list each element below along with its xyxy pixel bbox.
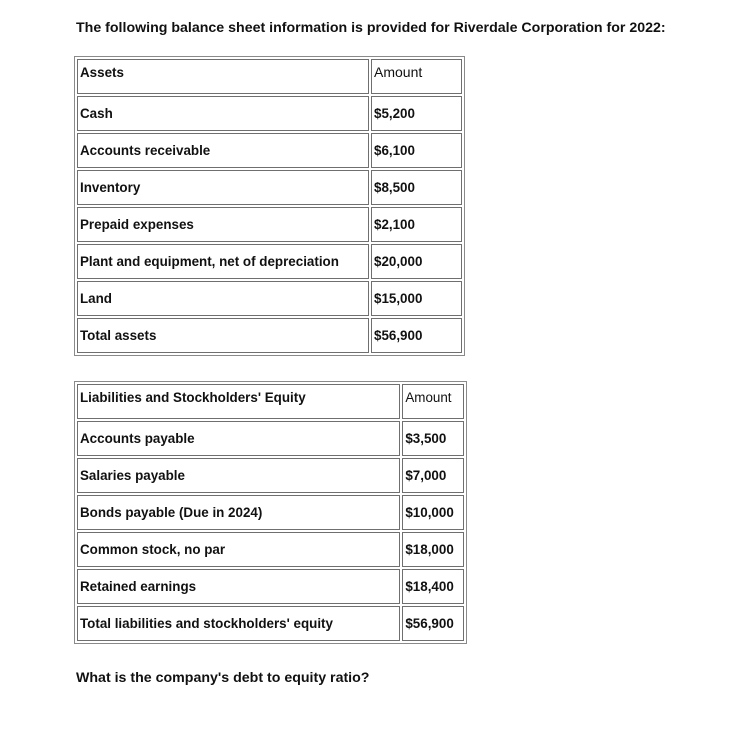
assets-header-label: Assets — [77, 59, 369, 94]
assets-header-row — [77, 59, 462, 94]
table-row — [77, 495, 464, 530]
asset-label: Plant and equipment, net of depreciation — [77, 244, 369, 279]
liabilities-header-amount: Amount — [402, 384, 464, 419]
liabilities-header-label: Liabilities and Stockholders' Equity — [77, 384, 400, 419]
liability-amount: $18,000 — [402, 532, 464, 567]
total-liabilities-equity-row — [77, 606, 464, 641]
liability-amount: $3,500 — [402, 421, 464, 456]
asset-amount: $2,100 — [371, 207, 462, 242]
table-row — [77, 569, 464, 604]
table-row — [77, 244, 462, 279]
liabilities-header-row — [77, 384, 464, 419]
assets-table — [74, 56, 465, 356]
asset-amount: $56,900 — [371, 318, 462, 353]
liability-amount: $18,400 — [402, 569, 464, 604]
asset-amount: $6,100 — [371, 133, 462, 168]
table-row — [77, 281, 462, 316]
asset-amount: $15,000 — [371, 281, 462, 316]
intro-text: The following balance sheet information is provided for Riverdale Corporation for 2022: — [76, 20, 666, 36]
liability-label: Common stock, no par — [77, 532, 400, 567]
table-row — [77, 96, 462, 131]
asset-amount: $5,200 — [371, 96, 462, 131]
assets-header-amount: Amount — [371, 59, 462, 94]
liability-label: Accounts payable — [77, 421, 400, 456]
asset-label: Land — [77, 281, 369, 316]
table-row — [77, 458, 464, 493]
liability-label: Bonds payable (Due in 2024) — [77, 495, 400, 530]
table-row — [77, 207, 462, 242]
asset-label: Total assets — [77, 318, 369, 353]
liability-amount: $10,000 — [402, 495, 464, 530]
liability-amount: $56,900 — [402, 606, 464, 641]
asset-label: Accounts receivable — [77, 133, 369, 168]
table-row — [77, 421, 464, 456]
table-row — [77, 170, 462, 205]
table-row — [77, 532, 464, 567]
liabilities-table — [74, 381, 467, 644]
asset-label: Cash — [77, 96, 369, 131]
question-text: What is the company's debt to equity ratio? — [76, 670, 370, 686]
asset-amount: $8,500 — [371, 170, 462, 205]
asset-amount: $20,000 — [371, 244, 462, 279]
liability-label: Total liabilities and stockholders' equity — [77, 606, 400, 641]
liability-label: Salaries payable — [77, 458, 400, 493]
liability-label: Retained earnings — [77, 569, 400, 604]
table-row — [77, 133, 462, 168]
liability-amount: $7,000 — [402, 458, 464, 493]
asset-label: Prepaid expenses — [77, 207, 369, 242]
asset-label: Inventory — [77, 170, 369, 205]
total-assets-row — [77, 318, 462, 353]
